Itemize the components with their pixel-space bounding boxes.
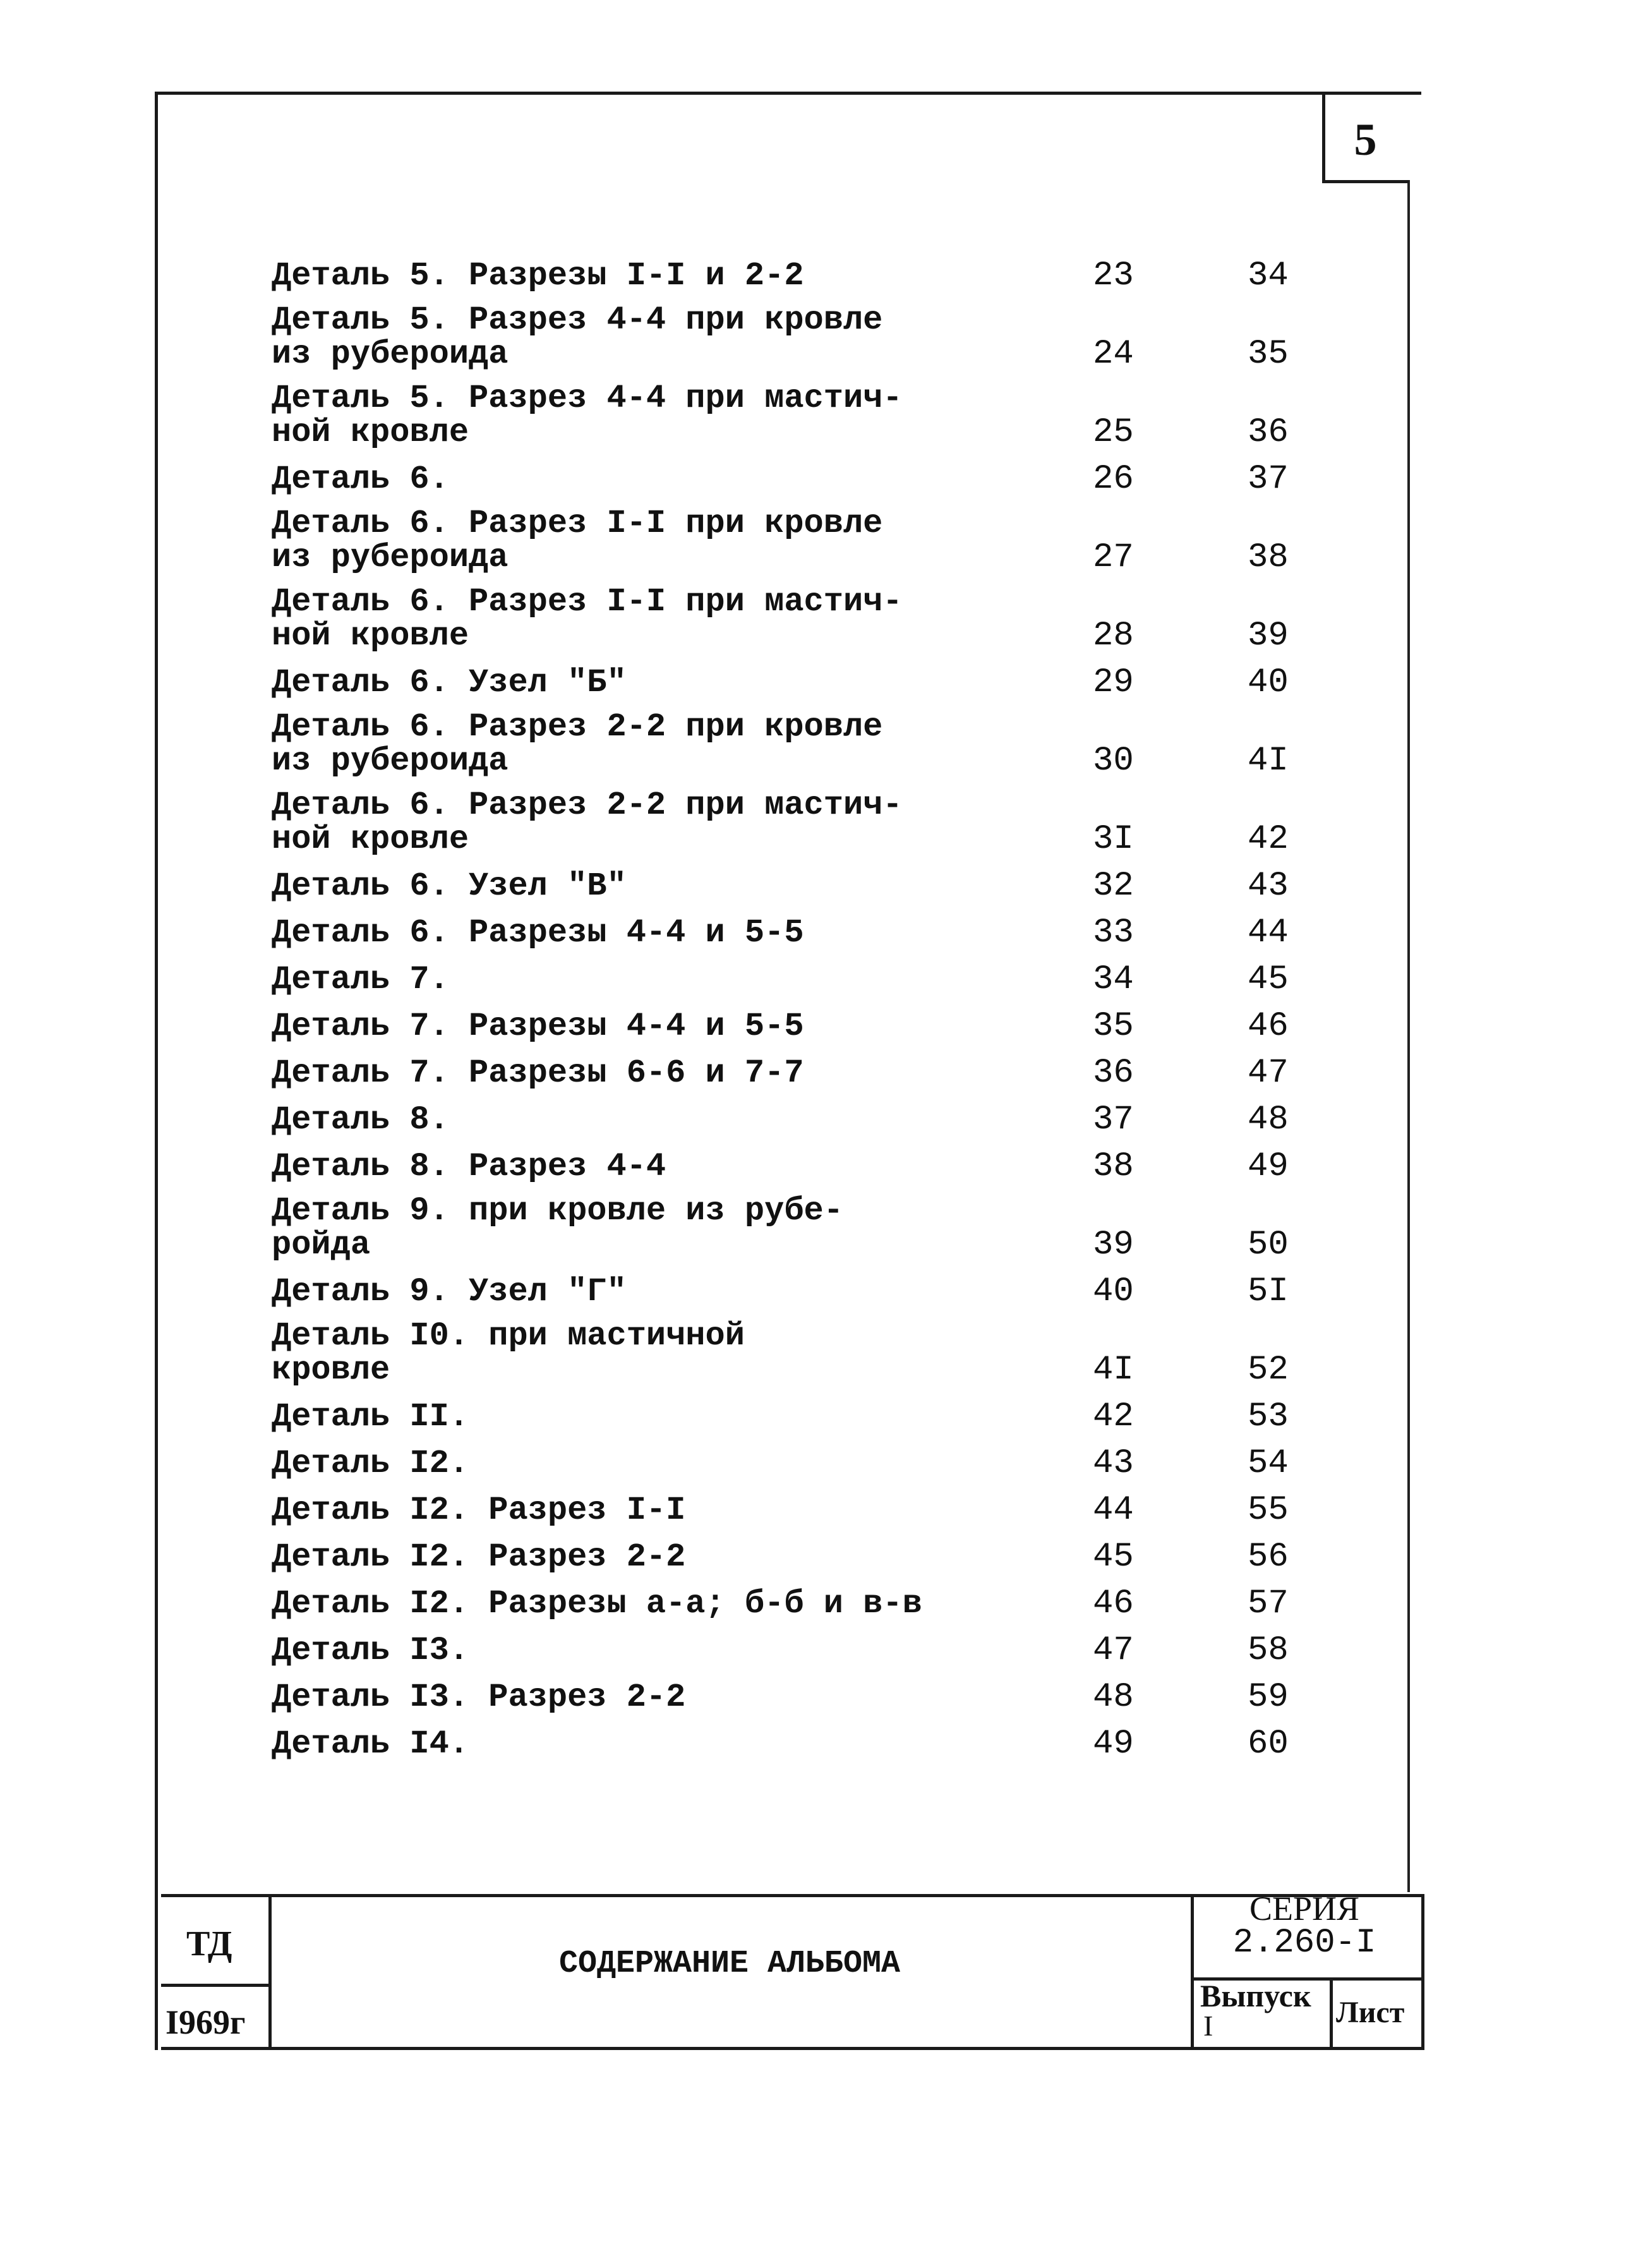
toc-row (272, 1621, 1345, 1668)
toc-title: Деталь 7. (272, 961, 449, 998)
toc-page-number: 34 (1248, 256, 1289, 295)
toc-title: Деталь 8. (272, 1101, 449, 1138)
toc-title: Деталь 5. Разрез 4-4 при кровле из рубероида (272, 301, 883, 373)
toc-page-number: 37 (1248, 460, 1289, 498)
toc-sheet-number: 38 (1093, 1147, 1134, 1186)
toc-title: Деталь 6. Узел "В" (272, 867, 627, 905)
toc-row (272, 1715, 1345, 1761)
toc-sheet-number: 42 (1093, 1397, 1134, 1436)
toc-sheet-number: 30 (1093, 742, 1134, 780)
toc-row (272, 575, 1345, 653)
toc-row (272, 450, 1345, 497)
year: I969г (166, 2003, 246, 2041)
toc-title: Деталь I2. Разрез I-I (272, 1492, 686, 1529)
toc-title: Деталь I0. при мастичной кровле (272, 1317, 745, 1389)
toc-sheet-number: 44 (1093, 1491, 1134, 1529)
toc-sheet-number: 27 (1093, 538, 1134, 577)
toc-title: Деталь 5. Разрезы I-I и 2-2 (272, 257, 804, 294)
toc-page-number: 43 (1248, 867, 1289, 905)
toc-sheet-number: 36 (1093, 1054, 1134, 1092)
toc-sheet-number: 37 (1093, 1101, 1134, 1139)
toc-row (272, 950, 1345, 997)
drawing-frame-right-edge (1407, 180, 1410, 1892)
toc-sheet-number: 46 (1093, 1584, 1134, 1623)
toc-sheet-number: 29 (1093, 663, 1134, 702)
toc-row (272, 497, 1345, 575)
toc-row (272, 1137, 1345, 1184)
toc-row (272, 1309, 1345, 1387)
toc-title: Деталь I4. (272, 1725, 469, 1763)
toc-page-number: 35 (1248, 335, 1289, 373)
toc-page-number: 59 (1248, 1678, 1289, 1716)
series-label: СЕРИЯ (1249, 1890, 1360, 1927)
toc-title: Деталь 9. при кровле из рубе- ройда (272, 1192, 843, 1264)
toc-sheet-number: 23 (1093, 256, 1134, 295)
toc-row (272, 1262, 1345, 1309)
toc-sheet-number: 26 (1093, 460, 1134, 498)
toc-page-number: 45 (1248, 960, 1289, 999)
toc-title: Деталь 6. Узел "Б" (272, 664, 627, 701)
issue-label: Выпуск (1200, 1978, 1311, 2013)
toc-title: Деталь 8. Разрез 4-4 (272, 1148, 666, 1185)
toc-page-number: 50 (1248, 1226, 1289, 1264)
toc-title: Деталь I3. Разрез 2-2 (272, 1679, 686, 1716)
toc-row (272, 857, 1345, 903)
toc-page-number: 56 (1248, 1538, 1289, 1576)
toc-sheet-number: 32 (1093, 867, 1134, 905)
toc-sheet-number: 47 (1093, 1631, 1134, 1670)
toc-sheet-number: 48 (1093, 1678, 1134, 1716)
series-number: 2.260-I (1232, 1924, 1376, 1962)
toc-page-number: 46 (1248, 1007, 1289, 1046)
toc-page-number: 57 (1248, 1584, 1289, 1623)
toc-page-number: 42 (1248, 820, 1289, 859)
toc-sheet-number: 4I (1093, 1351, 1134, 1389)
toc-title: Деталь 6. Разрезы 4-4 и 5-5 (272, 914, 804, 951)
toc-sheet-number: 33 (1093, 914, 1134, 952)
table-of-contents (272, 246, 1345, 1761)
toc-title: Деталь 6. Разрез I-I при мастич- ной кровле (272, 583, 903, 654)
toc-title: Деталь 7. Разрезы 6-6 и 7-7 (272, 1054, 804, 1092)
toc-page-number: 4I (1248, 742, 1289, 780)
toc-title: Деталь I2. Разрез 2-2 (272, 1538, 686, 1576)
toc-sheet-number: 45 (1093, 1538, 1134, 1576)
toc-row (272, 246, 1345, 293)
toc-page-number: 40 (1248, 663, 1289, 702)
title-block-right-border (1421, 1895, 1424, 2050)
toc-row (272, 997, 1345, 1044)
toc-sheet-number: 40 (1093, 1272, 1134, 1311)
toc-page-number: 49 (1248, 1147, 1289, 1186)
issue-number: I (1203, 2010, 1213, 2042)
toc-row (272, 371, 1345, 450)
toc-row (272, 1184, 1345, 1262)
toc-sheet-number: 35 (1093, 1007, 1134, 1046)
toc-page-number: 47 (1248, 1054, 1289, 1092)
toc-row (272, 1574, 1345, 1621)
toc-row (272, 1090, 1345, 1137)
toc-title: Деталь 6. Разрез I-I при кровле из рубероида (272, 505, 883, 576)
toc-sheet-number: 24 (1093, 335, 1134, 373)
toc-row (272, 700, 1345, 778)
toc-row (272, 1481, 1345, 1528)
toc-sheet-number: 49 (1093, 1725, 1134, 1763)
toc-sheet-number: 28 (1093, 617, 1134, 655)
title-block-divider-org (161, 1984, 270, 1987)
toc-title: Деталь 7. Разрезы 4-4 и 5-5 (272, 1008, 804, 1045)
toc-page-number: 54 (1248, 1444, 1289, 1483)
toc-row (272, 1434, 1345, 1481)
title-block-divider-sheet (1330, 1977, 1333, 2050)
toc-row (272, 1668, 1345, 1715)
toc-sheet-number: 34 (1093, 960, 1134, 999)
toc-row (272, 1044, 1345, 1090)
album-title: СОДЕРЖАНИЕ АЛЬБОМА (558, 1946, 901, 1982)
toc-row (272, 778, 1345, 857)
toc-page-number: 39 (1248, 617, 1289, 655)
toc-page-number: 52 (1248, 1351, 1289, 1389)
toc-row (272, 653, 1345, 700)
toc-sheet-number: 3I (1093, 820, 1134, 859)
toc-title: Деталь I2. (272, 1445, 469, 1482)
toc-title: Деталь I3. (272, 1632, 469, 1669)
toc-title: Деталь II. (272, 1398, 469, 1435)
toc-page-number: 55 (1248, 1491, 1289, 1529)
toc-page-number: 60 (1248, 1725, 1289, 1763)
toc-page-number: 5I (1248, 1272, 1289, 1311)
toc-page-number: 38 (1248, 538, 1289, 577)
toc-title: Деталь 6. Разрез 2-2 при кровле из рубероида (272, 708, 883, 780)
toc-title: Деталь 9. Узел "Г" (272, 1273, 627, 1310)
toc-page-number: 44 (1248, 914, 1289, 952)
toc-row (272, 1528, 1345, 1574)
toc-page-number: 53 (1248, 1397, 1289, 1436)
toc-page-number: 36 (1248, 413, 1289, 452)
toc-sheet-number: 25 (1093, 413, 1134, 452)
toc-row (272, 293, 1345, 371)
toc-title: Деталь 6. (272, 461, 449, 498)
toc-title: Деталь I2. Разрезы а-а; б-б и в-в (272, 1585, 922, 1622)
sheet-label: Лист (1336, 1996, 1405, 2029)
toc-page-number: 48 (1248, 1101, 1289, 1139)
toc-row (272, 903, 1345, 950)
toc-title: Деталь 6. Разрез 2-2 при мастич- ной кровле (272, 787, 903, 858)
org-code: ТД (186, 1924, 232, 1963)
title-block-bottom-border (161, 2047, 1424, 2050)
toc-sheet-number: 43 (1093, 1444, 1134, 1483)
toc-row (272, 1387, 1345, 1434)
toc-sheet-number: 39 (1093, 1226, 1134, 1264)
page-number: 5 (1354, 114, 1377, 165)
toc-page-number: 58 (1248, 1631, 1289, 1670)
toc-title: Деталь 5. Разрез 4-4 при мастич- ной кровле (272, 380, 903, 451)
